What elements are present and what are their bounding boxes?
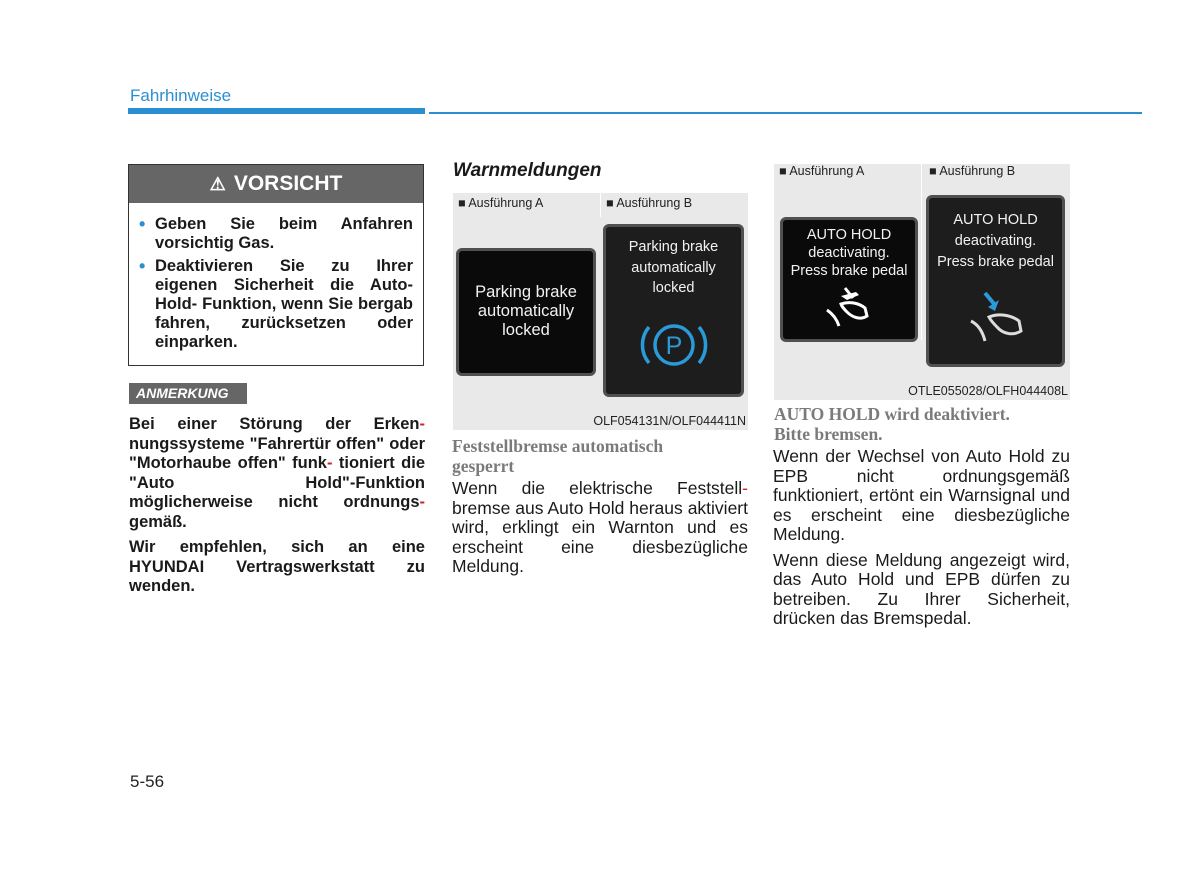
figure-label-b: ■ Ausführung B [929,164,1016,178]
parking-brake-icon [639,315,709,375]
display-line: locked [652,280,695,296]
display-line: AUTO HOLD [806,227,892,243]
figure-code: OTLE055028/OLFH044408L [908,384,1068,398]
figure-label-a: ■ Ausführung A [458,196,544,210]
display-line: AUTO HOLD [953,212,1038,228]
hyphen-mark: - [326,454,333,472]
header-rule [429,112,1142,114]
hyphen-mark: - [419,493,425,511]
body-paragraph: Wenn der Wechsel von Auto Hold zu EPB nicht ordnungsgemäß funktioniert, ertönt ein Warnsignal und es erscheint eine diesbezügliche Meldung. [773,446,1070,544]
display-line: deactivating. [954,233,1037,249]
section-title: Fahrhinweise [130,86,232,105]
header-rule-accent [128,108,425,114]
note-paragraph: Wir empfehlen, sich an eine HYUNDAI Vertragswerkstatt zu wenden. [129,538,425,595]
body-text-part: Wenn die elektrische Feststell [452,478,743,498]
message-title [452,436,748,476]
note-paragraph [129,415,425,532]
note-text [129,415,425,603]
display-screen-b [603,224,744,397]
message-title-line: Bitte bremsen. [774,424,883,444]
note-text-part: Bei einer Störung der Erken [129,415,420,433]
body-paragraph [452,479,748,577]
parking-symbol: P [665,331,682,360]
figure-code: OLF054131N/OLF044411N [593,414,746,428]
caution-header [129,165,423,203]
message-description [452,479,748,583]
display-line: deactivating. [808,245,890,261]
body-text-part: bremse aus Auto Hold heraus aktiviert wird, erklingt ein Warnton und es erscheint eine diesbezügliche Meldung. [452,497,748,576]
display-line: Press brake pedal [937,254,1054,270]
hyphen-mark: - [742,478,748,498]
caution-title: VORSICHT [233,172,343,195]
figure-label-b: ■ Ausführung B [606,196,693,210]
brake-pedal-icon [819,284,879,330]
message-title-line: Feststellbremse automatisch [452,436,664,456]
figure-parking-brake [453,193,748,430]
display-screen-a [780,217,918,342]
display-screen-a [456,248,596,376]
caution-item: • Geben Sie beim Anfahren vorsichtig Gas. [139,215,413,253]
message-description [773,447,1070,635]
figure-label-a: ■ Ausführung A [779,164,865,178]
display-line: Press brake pedal [790,263,908,279]
display-screen-b [926,195,1065,367]
warnings-heading: Warnmeldungen [453,160,602,181]
display-line: locked [502,321,550,339]
note-badge: ANMERKUNG [129,383,247,404]
figure-divider [921,164,922,340]
note-text-part: nungssysteme "Fahrertür offen" oder "Motorhaube offen" funk [129,434,425,472]
display-line: automatically [477,302,575,320]
page-number: 5-56 [130,772,165,791]
display-line: automatically [631,259,716,276]
note-text-part: gemäß. [129,512,187,531]
display-line: Parking brake [628,239,719,255]
caution-list [129,203,423,352]
display-line: Parking brake [475,283,577,301]
figure-divider [600,193,601,217]
brake-pedal-icon [961,287,1031,347]
message-title-line: gesperrt [452,456,515,476]
body-paragraph: Wenn diese Meldung angezeigt wird, das Auto Hold und EPB dürfen zu betreiben. Zu Ihrer Sicherheit, drücken das Bremspedal. [773,549,1070,628]
figure-auto-hold [774,164,1070,400]
message-title-line: AUTO HOLD wird deaktiviert. [774,404,1010,424]
warning-triangle-icon: ⚠ [209,174,226,194]
caution-box [128,164,424,366]
message-title [774,404,1070,444]
caution-item: • Deaktivieren Sie zu Ihrer eigenen Sicherheit die Auto-Hold- Funktion, wenn Sie bergab fahren, zurücksetzen oder einparken. [139,257,413,352]
hyphen-mark: - [419,415,425,433]
note-text-part: tioniert die "Auto Hold"-Funktion möglicherweise nicht ordnungs [129,454,425,511]
